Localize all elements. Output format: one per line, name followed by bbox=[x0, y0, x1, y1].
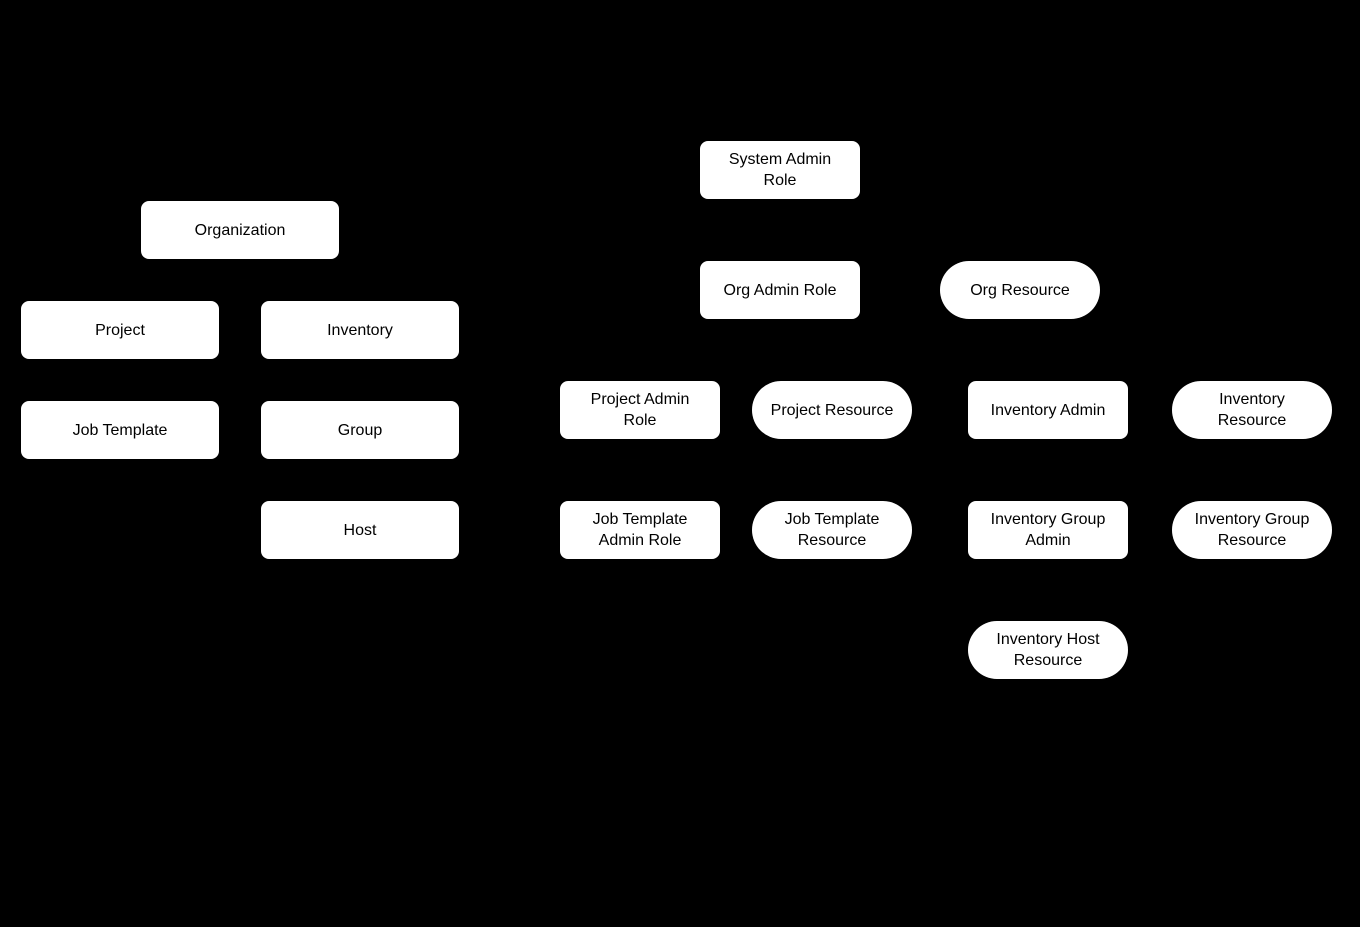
node-inventory-resource bbox=[1172, 381, 1332, 439]
node-job-template-resource bbox=[752, 501, 912, 559]
node-project-admin-role bbox=[560, 381, 720, 439]
node-job-template-admin-role-label: Job Template Admin Role bbox=[592, 511, 688, 549]
node-inventory bbox=[261, 301, 459, 359]
node-job-template-resource-label: Job Template Resource bbox=[784, 511, 880, 549]
node-job-template-admin-role bbox=[560, 501, 720, 559]
node-inventory-host-resource-label: Inventory Host Resource bbox=[996, 631, 1100, 669]
node-group-label: Group bbox=[337, 421, 383, 439]
node-host bbox=[261, 501, 459, 559]
node-project-resource-label: Project Resource bbox=[770, 401, 894, 419]
node-project-resource bbox=[752, 381, 912, 439]
node-organization-label: Organization bbox=[194, 221, 286, 239]
node-org-admin-role bbox=[700, 261, 860, 319]
node-project-admin-role-label: Project Admin Role bbox=[590, 391, 690, 429]
node-organization bbox=[141, 201, 339, 259]
node-org-resource-label: Org Resource bbox=[970, 281, 1070, 299]
node-inventory-label: Inventory bbox=[327, 321, 393, 339]
node-inventory-host-resource bbox=[968, 621, 1128, 679]
node-inventory-admin bbox=[968, 381, 1128, 439]
node-project-label: Project bbox=[95, 321, 145, 339]
node-system-admin-role-label: System Admin Role bbox=[728, 151, 832, 189]
node-inventory-group-resource-label: Inventory Group Resource bbox=[1194, 511, 1310, 549]
node-org-admin-role-label: Org Admin Role bbox=[723, 281, 837, 299]
node-inventory-admin-label: Inventory Admin bbox=[990, 401, 1106, 419]
node-group bbox=[261, 401, 459, 459]
node-job-template bbox=[21, 401, 219, 459]
node-host-label: Host bbox=[343, 521, 377, 539]
node-inventory-group-admin bbox=[968, 501, 1128, 559]
node-inventory-resource-label: Inventory Resource bbox=[1217, 391, 1287, 429]
node-project bbox=[21, 301, 219, 359]
node-inventory-group-admin-label: Inventory Group Admin bbox=[990, 511, 1106, 549]
node-inventory-group-resource bbox=[1172, 501, 1332, 559]
node-job-template-label: Job Template bbox=[72, 421, 168, 439]
node-system-admin-role bbox=[700, 141, 860, 199]
node-org-resource bbox=[940, 261, 1100, 319]
